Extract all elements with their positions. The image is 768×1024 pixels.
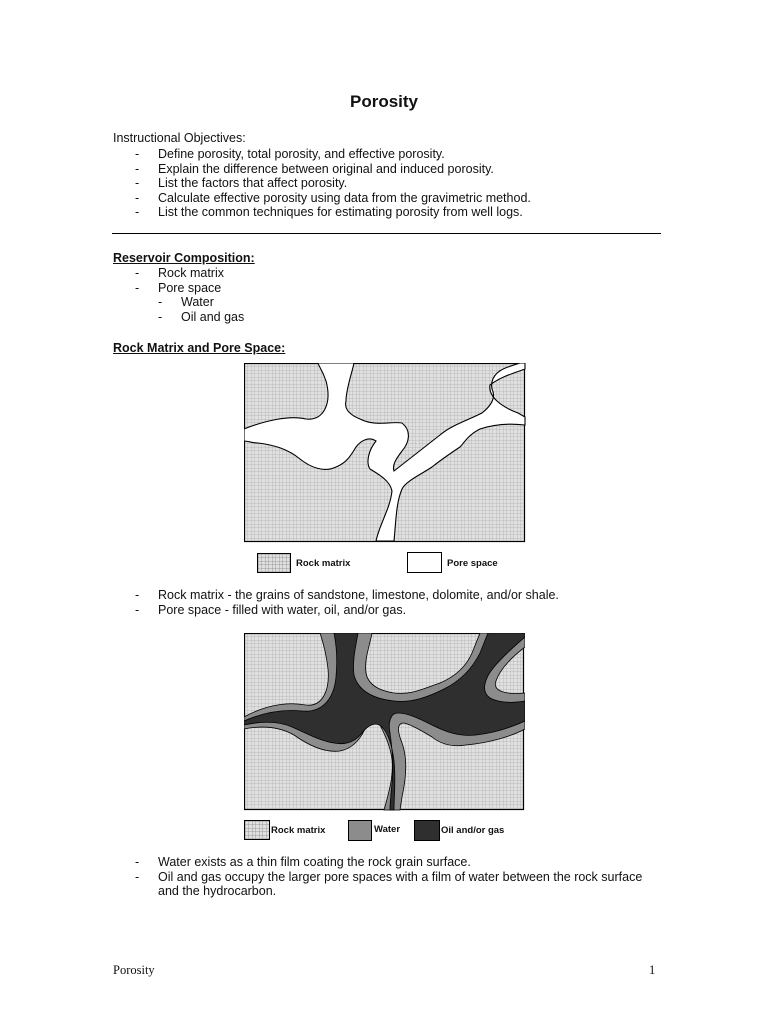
list-item: - Rock matrix - the grains of sandstone, limestone, dolomite, and/or shale.	[135, 588, 559, 602]
list-item: - Calculate effective porosity using data from the gravimetric method.	[135, 190, 531, 205]
legend-oil-swatch	[414, 820, 440, 841]
list-item: - Explain the difference between original and induced porosity.	[135, 161, 494, 176]
legend-rock-label: Rock matrix	[271, 825, 326, 836]
objectives-heading: Instructional Objectives:	[113, 131, 246, 145]
list-item: - Rock matrix	[135, 266, 224, 280]
list-item: - List the common techniques for estimating porosity from well logs.	[135, 205, 523, 220]
fluid-distribution-diagram	[244, 633, 525, 811]
list-item: - Pore space - filled with water, oil, and/or gas.	[135, 602, 407, 617]
list-item: and the hydrocarbon.	[158, 884, 277, 899]
legend-water-label: Water	[374, 824, 401, 835]
reservoir-heading: Reservoir Composition:	[113, 251, 255, 265]
legend-rock-swatch	[257, 553, 291, 573]
legend-water-swatch	[348, 820, 372, 841]
legend-pore-label: Pore space	[447, 558, 498, 569]
horizontal-rule	[112, 233, 661, 234]
fluid-bullets	[135, 855, 642, 899]
rock-bullets	[135, 588, 559, 617]
list-item: - Water	[158, 295, 214, 309]
rock-pore-diagram	[244, 363, 526, 543]
list-item: - Oil and gas	[158, 309, 245, 324]
list-item: - Pore space	[135, 280, 222, 295]
legend-rock-swatch	[244, 820, 270, 840]
legend-rock-label: Rock matrix	[296, 558, 351, 569]
rock-matrix-heading: Rock Matrix and Pore Space:	[113, 341, 286, 355]
page-title: Porosity	[349, 92, 419, 111]
objectives-list	[135, 147, 531, 220]
page-number: 1	[649, 963, 656, 977]
reservoir-list	[135, 266, 224, 295]
list-item: - List the factors that affect porosity.	[135, 176, 348, 191]
list-item: - Define porosity, total porosity, and effective porosity.	[135, 147, 445, 161]
list-item: - Oil and gas occupy the larger pore spaces with a film of water between the rock surface	[135, 869, 643, 884]
reservoir-sublist	[158, 295, 244, 324]
legend-pore-swatch	[407, 552, 442, 573]
legend-oil-label: Oil and/or gas	[441, 825, 505, 836]
footer-title: Porosity	[113, 963, 155, 977]
list-item: - Water exists as a thin film coating the rock grain surface.	[135, 855, 471, 869]
